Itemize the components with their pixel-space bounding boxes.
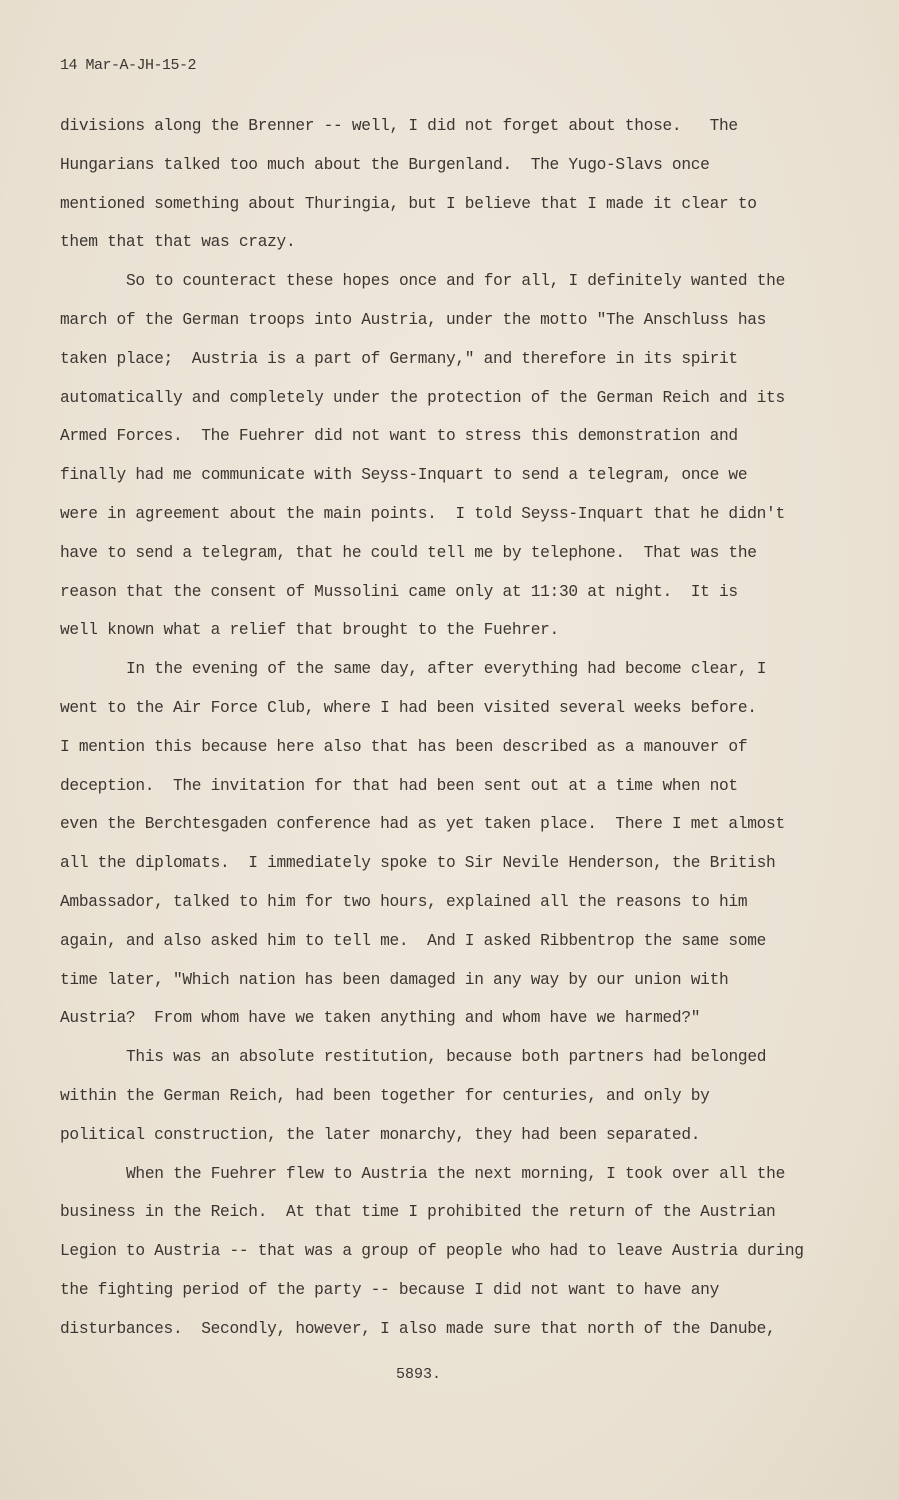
text-line: So to counteract these hopes once and for all, I definitely wanted the [126,272,785,291]
text-line: automatically and completely under the protection of the German Reich and its [60,388,785,407]
text-line: divisions along the Brenner -- well, I did not forget about those. The [60,117,738,135]
text-line: all the diplomats. I immediately spoke to Sir Nevile Henderson, the British [60,854,776,873]
text-line: finally had me communicate with Seyss-Inquart to send a telegram, once we [60,466,748,485]
text-line: were in agreement about the main points. I told Seyss-Inquart that he didn't [60,504,785,523]
text-line: political construction, the later monarchy, they had been separated. [60,1125,701,1144]
text-line: even the Berchtesgaden conference had as yet taken place. There I met almost [60,815,785,834]
text-line: them that that was crazy. [60,233,296,252]
text-line: In the evening of the same day, after everything had become clear, I [126,660,767,679]
text-line: deception. The invitation for that had been sent out at a time when not [60,776,738,795]
text-line: disturbances. Secondly, however, I also made sure that north of the Danube, [60,1319,776,1338]
document-reference-header: 14 Mar-A-JH-15-2 [60,57,197,74]
document-body [60,112,840,1354]
text-line: march of the German troops into Austria, under the motto "The Anschluss has [60,310,767,329]
text-line: have to send a telegram, that he could tell me by telephone. That was the [60,543,757,562]
text-line: Armed Forces. The Fuehrer did not want to stress this demonstration and [60,427,738,446]
text-line: business in the Reich. At that time I prohibited the return of the Austrian [60,1203,776,1222]
text-line: the fighting period of the party -- because I did not want to have any [60,1280,719,1299]
text-line: Austria? From whom have we taken anything and whom have we harmed?" [60,1009,701,1028]
paragraph [60,655,840,1043]
text-line: taken place; Austria is a part of Germany," and therefore in its spirit [60,349,738,368]
text-line: Hungarians talked too much about the Burgenland. The Yugo-Slavs once [60,155,710,174]
paragraph [60,112,840,267]
text-line: within the German Reich, had been together for centuries, and only by [60,1086,710,1105]
paragraph [60,1043,840,1159]
text-line: Ambassador, talked to him for two hours, explained all the reasons to him [60,892,748,911]
text-line: I mention this because here also that has been described as a manouver of [60,737,748,756]
text-line: When the Fuehrer flew to Austria the next morning, I took over all the [126,1164,785,1183]
page-number: 5893. [396,1366,442,1383]
text-line: time later, "Which nation has been damaged in any way by our union with [60,970,729,989]
text-line: again, and also asked him to tell me. And I asked Ribbentrop the same some [60,931,767,950]
paragraph [60,267,840,655]
text-line: This was an absolute restitution, because both partners had belonged [126,1048,767,1067]
text-line: Legion to Austria -- that was a group of people who had to leave Austria during [60,1242,804,1261]
text-line: well known what a relief that brought to the Fuehrer. [60,621,559,640]
paragraph [60,1160,840,1354]
text-line: went to the Air Force Club, where I had been visited several weeks before. [60,698,757,717]
text-line: reason that the consent of Mussolini came only at 11:30 at night. It is [60,582,738,601]
text-line: mentioned something about Thuringia, but I believe that I made it clear to [60,194,757,213]
